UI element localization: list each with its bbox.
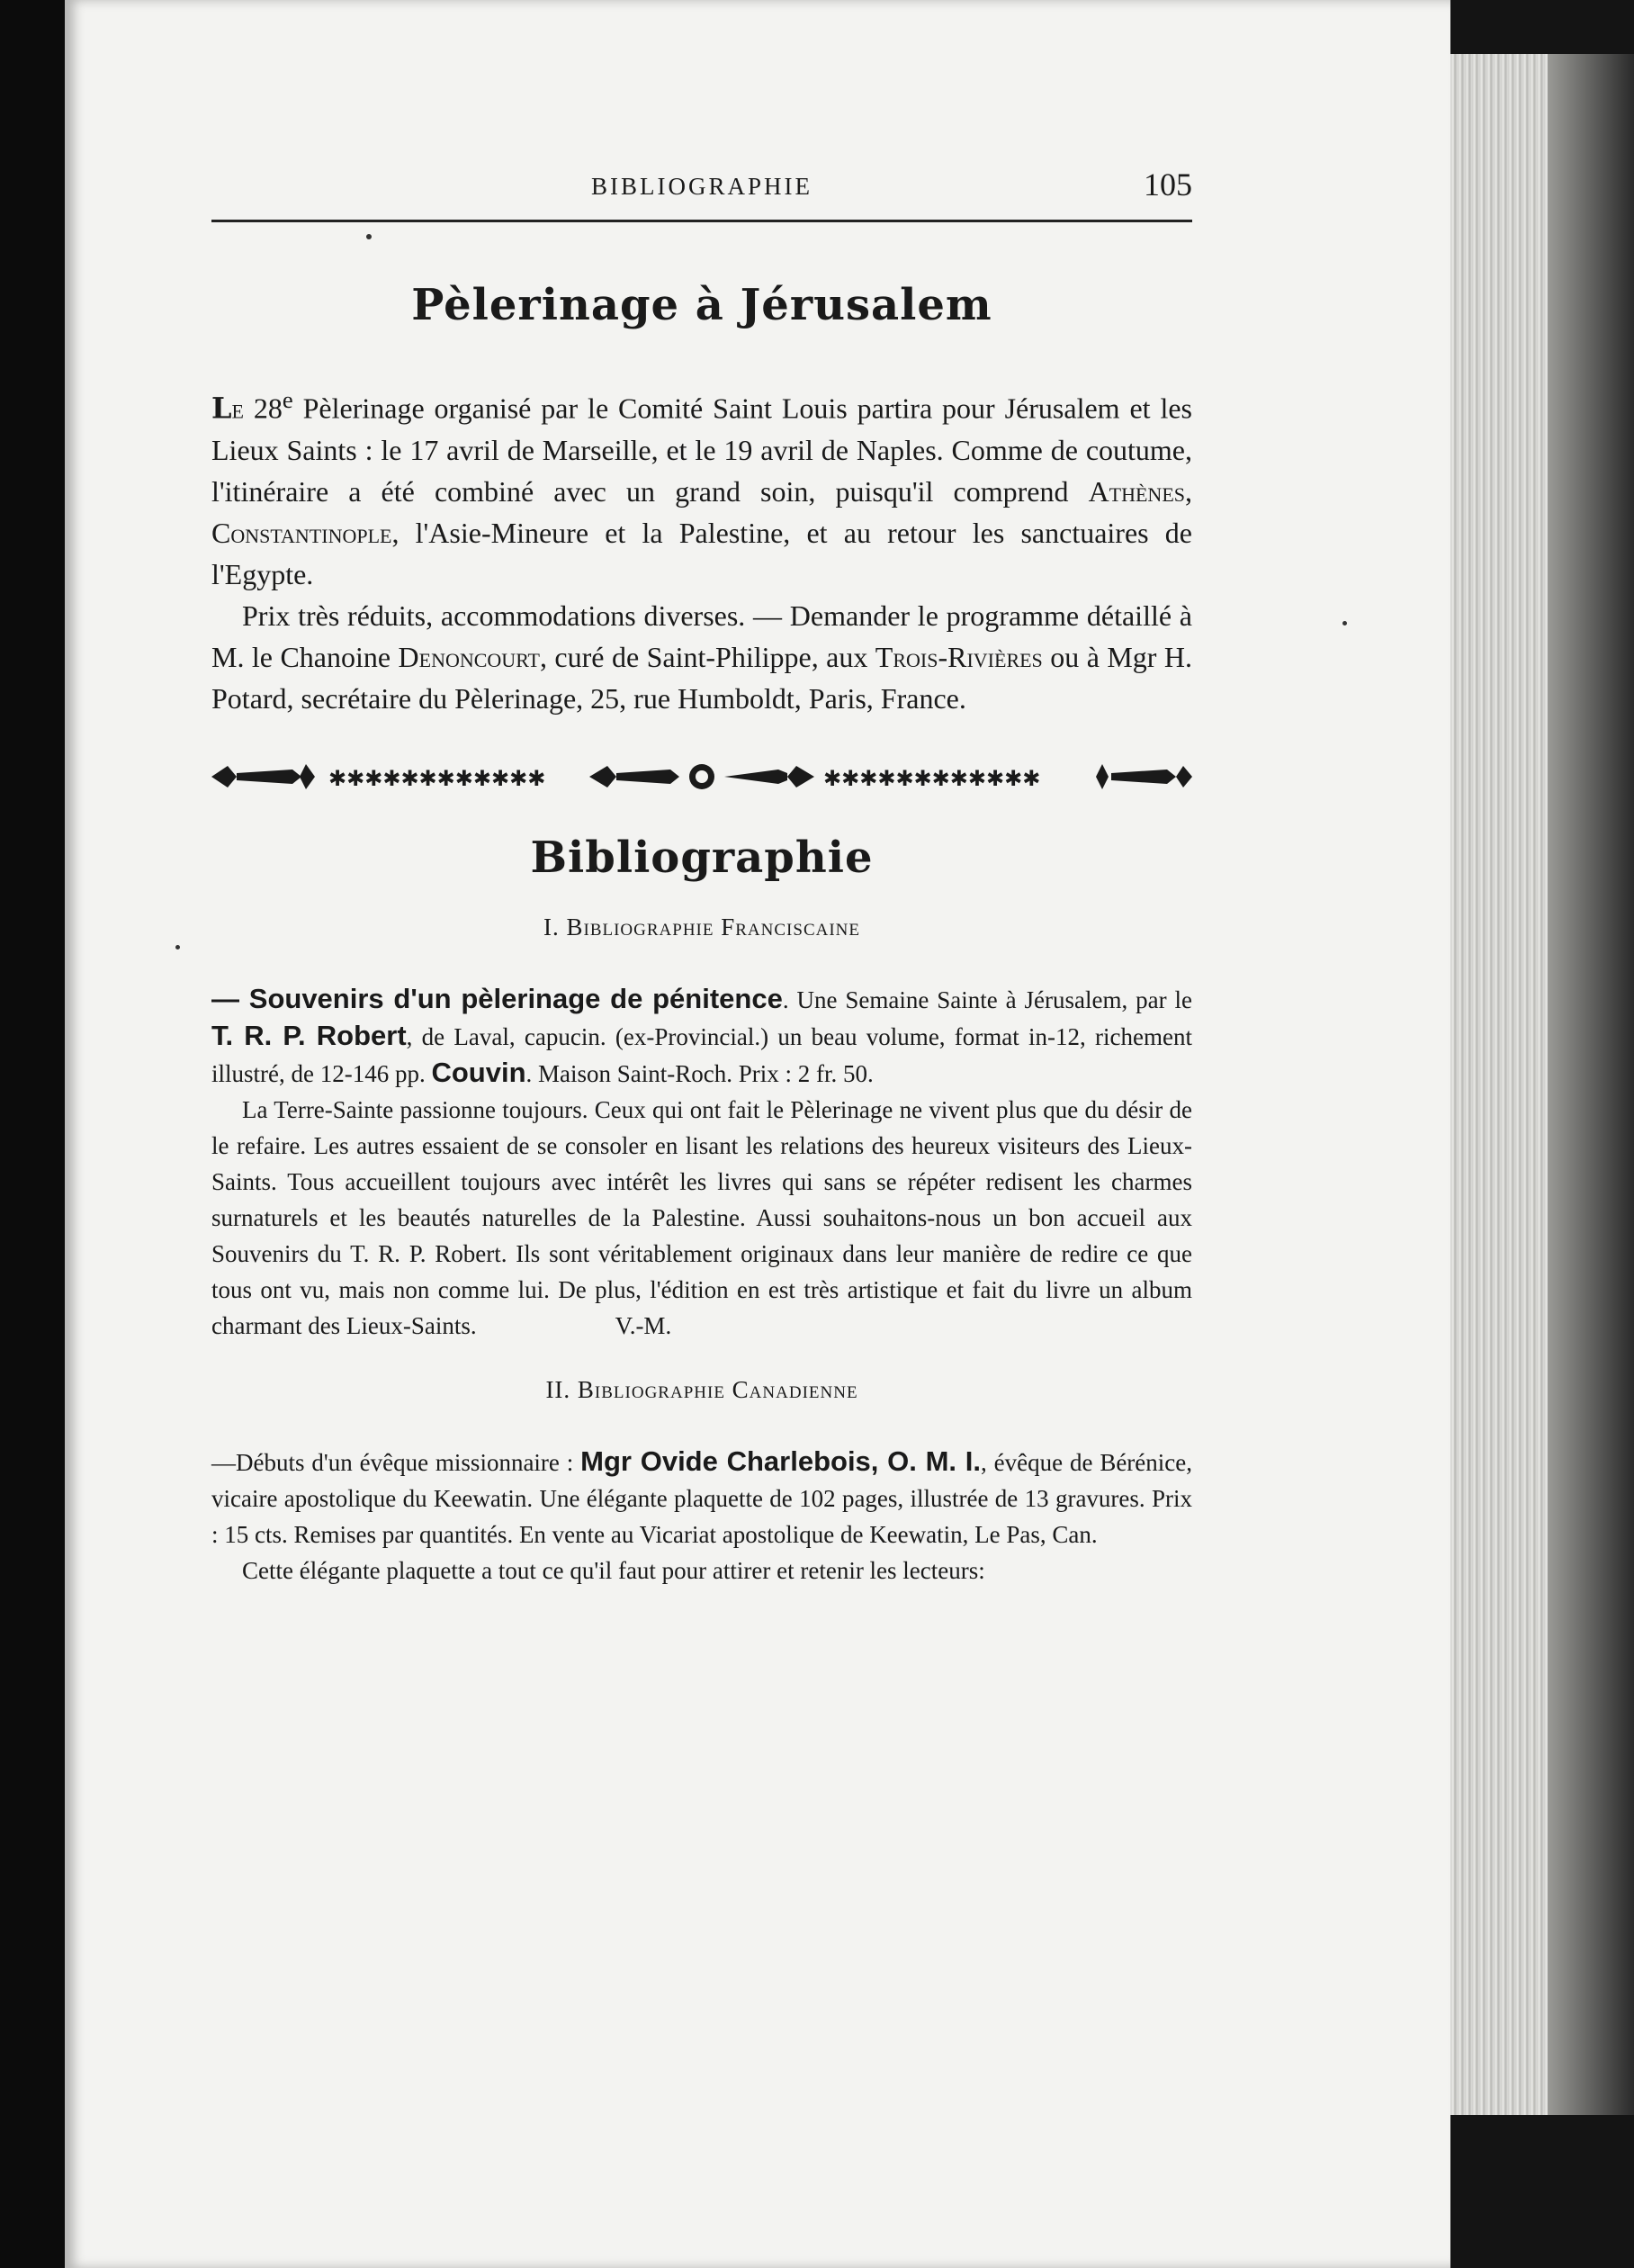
bibliographie-title: Bibliographie	[530, 832, 874, 883]
drop-cap: L	[211, 391, 232, 426]
running-head-title: BIBLIOGRAPHIE	[591, 173, 813, 200]
page-number: 105	[1144, 166, 1192, 202]
book-author: T. R. P. Robert	[211, 1019, 407, 1051]
ornamental-divider	[211, 759, 1192, 795]
review-signature: V.-M.	[615, 1311, 672, 1339]
svg-text:✱✱✱✱✱✱✱✱✱✱✱✱: ✱✱✱✱✱✱✱✱✱✱✱✱	[328, 765, 546, 791]
text-run: , l'Asie-Mineure et la Palestine, et au retour les sanctuaires de l'Egypte.	[211, 516, 1192, 590]
text-run: Prix très réduits, accommodations diverses. — Demander le programme détaillé à M. le Chanoine	[211, 598, 1192, 673]
place-athenes: Athènes	[1088, 474, 1185, 508]
drop-cap-lead: e	[231, 392, 244, 425]
section-heading-franciscaine: I. Bibliographie Franciscaine	[543, 913, 860, 940]
svg-text:✱✱✱✱✱✱✱✱✱✱✱✱: ✱✱✱✱✱✱✱✱✱✱✱✱	[823, 765, 1041, 791]
bib-entry-debuts	[211, 1444, 1192, 1552]
text-run: Pèlerinage organisé par le Comité Saint Louis partira pour Jérusalem et les Lieux Saints : le 17 avril de Marseille, et le 19 avril de Naples. Comme de coutume, l'itinéraire a été combiné avec un grand soin, puisqu'il comprend	[211, 392, 1193, 508]
text-run: ou à Mgr H. Potard, secrétaire du Pèlerinage, 25, rue Humboldt, Paris, France.	[211, 640, 1193, 715]
superscript: e	[282, 386, 293, 413]
book-title: Souvenirs d'un pèlerinage de pénitence	[248, 982, 783, 1014]
book-author: Mgr Ovide Charlebois, O. M. I.	[580, 1444, 982, 1477]
bib-entry-souvenirs	[211, 981, 1192, 1092]
place-trois-rivieres: Trois-Rivières	[875, 640, 1043, 673]
text-run: , évêque de Bérénice, vicaire apostolique du Keewatin. Une élégante plaquette de 102 pages, illustrée de 13 gravures. Prix : 15 cts. Remises par quantités. En vente au Vicariat apostolique de Keewatin, Le Pas, Can.	[211, 1448, 1193, 1548]
running-head	[211, 162, 1192, 216]
page-stack-shadow	[1548, 54, 1634, 2115]
text-run: —	[211, 982, 249, 1014]
header-rule	[211, 220, 1192, 222]
text-run: —Débuts d'un évêque missionnaire :	[211, 1448, 581, 1476]
review-debuts	[211, 1552, 1192, 1588]
text-run: , curé de Saint-Philippe, aux	[539, 640, 875, 673]
text-run: ,	[1185, 474, 1192, 508]
ink-speck	[1342, 621, 1347, 626]
text-run: La Terre-Sainte passionne toujours. Ceux qui ont fait le Pèlerinage ne vivent plus que du désir de le refaire. Les autres essaient de se consoler en lisant les relations des heureux visiteurs des Lieux-Saints. Tous accueillent toujours avec intérêt les livres qui sans se répéter redisent les charmes surnaturels et les beautés naturelles de la Palestine. Aussi souhaitons-nous un bon accueil aux Souvenirs du T. R. P. Robert. Ils sont véritablement originaux dans leur manière de redire ce que tous ont vu, mais non comme lui. De plus, l'édition en est très artistique et fait du livre un album charmant des Lieux-Saints.	[211, 1095, 1192, 1339]
text-run: . Maison Saint-Roch. Prix : 2 fr. 50.	[525, 1059, 874, 1087]
review-souvenirs	[211, 1092, 1192, 1344]
ink-speck	[175, 945, 180, 950]
article-paragraph-2	[211, 595, 1192, 719]
article-title: Pèlerinage à Jérusalem	[411, 280, 992, 330]
text-run: Cette élégante plaquette a tout ce qu'il faut pour attirer et retenir les lecteurs:	[242, 1556, 985, 1584]
section-heading-canadienne: II. Bibliographie Canadienne	[545, 1375, 858, 1403]
page-content	[211, 162, 1192, 1588]
publication-place: Couvin	[431, 1056, 526, 1088]
text-run: 28	[243, 392, 283, 425]
left-binding-shadow	[0, 0, 67, 2268]
text-run: . Une Semaine Sainte à Jérusalem, par le	[782, 986, 1192, 1013]
text-run: , de Laval, capucin. (ex-Provincial.) un beau volume, format in-12, richement illustré, de 12-146 pp.	[211, 1022, 1192, 1087]
article-paragraph-1	[211, 379, 1192, 595]
place-constantinople: Constantinople	[211, 516, 392, 549]
name-denoncourt: Denoncourt	[398, 640, 540, 673]
